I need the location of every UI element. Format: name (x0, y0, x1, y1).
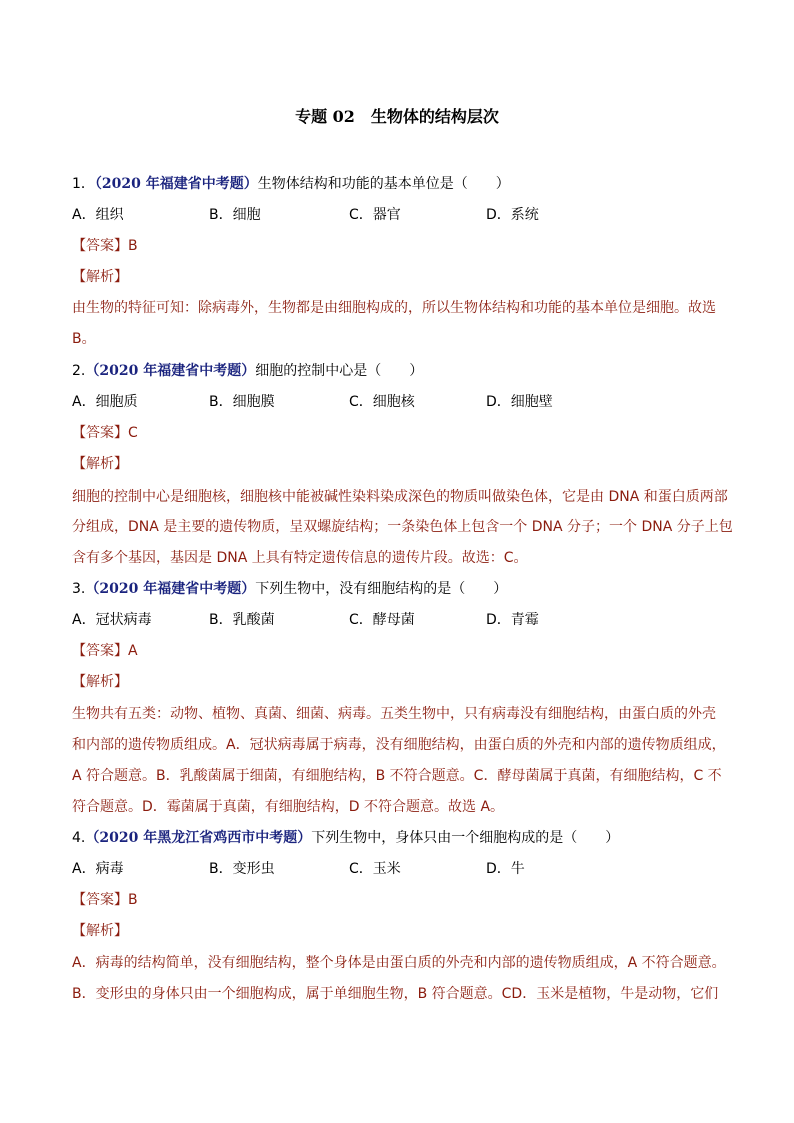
option-c: C．细胞核 (349, 394, 415, 410)
question-4-analysis-label: 【解析】 (72, 923, 128, 939)
question-4-stem (72, 828, 732, 848)
question-3-analysis-line: 生物共有五类：动物、植物、真菌、细菌、病毒。五类生物中，只有病毒没有细胞结构，由蛋白质的外壳 (72, 706, 716, 722)
question-text: 生物体结构和功能的基本单位是（ ） (257, 176, 510, 192)
question-4-analysis-line: B．变形虫的身体只由一个细胞构成，属于单细胞生物，B 符合题意。CD．玉米是植物，牛是动物，它们 (72, 986, 719, 1002)
option-a: A．病毒 (72, 861, 124, 877)
question-source: （2020 年福建省中考题） (85, 363, 256, 379)
answer-label: 【答案】 (72, 238, 128, 254)
answer-label: 【答案】 (72, 425, 128, 441)
option-c: C．酵母菌 (349, 612, 415, 628)
answer-value: B (128, 238, 138, 254)
question-source: （2020 年福建省中考题） (85, 581, 256, 597)
option-c: C．器官 (349, 207, 401, 223)
option-b: B．细胞膜 (209, 394, 275, 410)
option-d: D．牛 (486, 861, 525, 877)
answer-value: B (128, 892, 138, 908)
option-d: D．青霉 (486, 612, 539, 628)
question-4-answer (72, 890, 732, 910)
question-2-analysis-line: 细胞的控制中心是细胞核，细胞核中能被碱性染料染成深色的物质叫做染色体，它是由 DNA 和蛋白质两部 (72, 489, 728, 505)
question-3-analysis-label: 【解析】 (72, 674, 128, 690)
question-2-analysis-label: 【解析】 (72, 456, 128, 472)
option-b: B．乳酸菌 (209, 612, 275, 628)
answer-value: C (128, 425, 138, 441)
question-number: 1． (72, 176, 95, 192)
answer-value: A (128, 643, 138, 659)
question-3-analysis-line: 符合题意。D．霉菌属于真菌，有细胞结构，D 不符合题意。故选 A。 (72, 799, 505, 815)
question-1-analysis-label: 【解析】 (72, 269, 128, 285)
question-2-stem (72, 361, 732, 381)
option-d: D．细胞壁 (486, 394, 553, 410)
option-c: C．玉米 (349, 861, 401, 877)
question-2-answer (72, 423, 732, 443)
question-3-stem (72, 579, 732, 599)
question-number: 3. (72, 581, 86, 597)
question-text: 下列生物中，没有细胞结构的是（ ） (255, 581, 508, 597)
question-3-analysis-line: 和内部的遗传物质组成。A．冠状病毒属于病毒，没有细胞结构，由蛋白质的外壳和内部的遗传物质组成， (72, 737, 726, 753)
question-1-answer (72, 236, 732, 256)
question-4-analysis-line: A．病毒的结构简单，没有细胞结构，整个身体是由蛋白质的外壳和内部的遗传物质组成，A 不符合题意。 (72, 955, 726, 971)
question-3-analysis-line: A 符合题意。B．乳酸菌属于细菌，有细胞结构，B 不符合题意。C．酵母菌属于真菌，有细胞结构，C 不 (72, 768, 722, 784)
option-b: B．变形虫 (209, 861, 275, 877)
question-number: 2. (72, 363, 86, 379)
question-1-analysis-line: 由生物的特征可知：除病毒外，生物都是由细胞构成的，所以生物体结构和功能的基本单位是细胞。故选 (72, 300, 716, 316)
question-source: （2020 年黑龙江省鸡西市中考题） (85, 830, 312, 846)
question-text: 细胞的控制中心是（ ） (255, 363, 424, 379)
question-3-answer (72, 641, 732, 661)
question-text: 下列生物中，身体只由一个细胞构成的是（ ） (311, 830, 620, 846)
option-a: A．细胞质 (72, 394, 138, 410)
page-title: 专题 02 生物体的结构层次 (295, 107, 499, 126)
question-source: （2020 年福建省中考题） (94, 176, 258, 192)
option-a: A．组织 (72, 207, 124, 223)
question-1-stem (72, 174, 732, 194)
question-number: 4. (72, 830, 86, 846)
question-1-analysis-line: B。 (72, 331, 96, 347)
option-b: B．细胞 (209, 207, 261, 223)
question-2-analysis-line: 分组成，DNA 是主要的遗传物质，呈双螺旋结构；一条染色体上包含一个 DNA 分子；一个 DNA 分子上包 (72, 519, 733, 535)
answer-label: 【答案】 (72, 892, 128, 908)
answer-label: 【答案】 (72, 643, 128, 659)
question-2-analysis-line: 含有多个基因，基因是 DNA 上具有特定遗传信息的遗传片段。故选：C。 (72, 550, 528, 566)
option-a: A．冠状病毒 (72, 612, 152, 628)
option-d: D．系统 (486, 207, 539, 223)
